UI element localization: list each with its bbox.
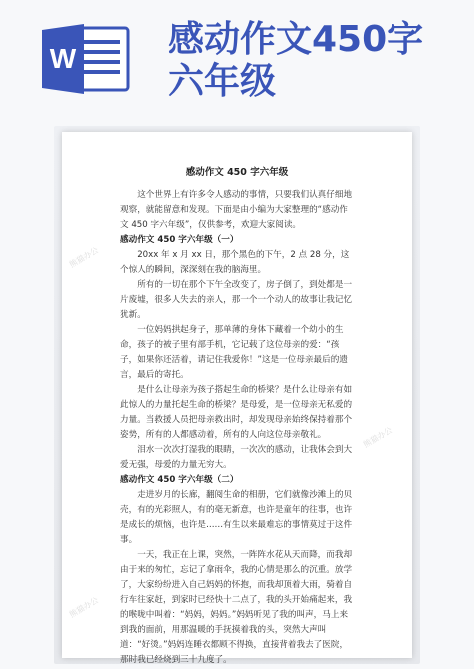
watermark: 熊猫办公 [67,245,101,270]
section1-paragraph: 20xx 年 x 月 xx 日，那个黑色的下午，2 点 28 分，这个惊人的瞬间，深深刻在我的脑海里。 [120,250,350,275]
section2-heading: 感动作文 450 字六年级（二） [120,475,239,485]
document-title: 感动作文 450 字六年级 [185,167,289,178]
document-body [120,188,356,668]
section1-paragraph: 泪水一次次打湿我的眼睛，一次次的感动，让我体会到大爱无强，母爱的力量无穷大。 [120,445,353,470]
document-page [62,132,412,665]
intro-paragraph: 这个世界上有许多令人感动的事情，只要我们认真仔细地观察，就能留意和发现。下面是由小编为大家整理的“感动作文 450 字六年级”，仅供参考，欢迎大家阅读。 [120,190,353,230]
section1-paragraph: 是什么让母亲为孩子搭起生命的桥梁？是什么让母亲有如此惊人的力量托起生命的桥梁？是母爱，是一位母亲无私爱的力量。当救援人员把母亲救出时，却发现母亲始终保持着那个姿势，所有的人都感动着，所有的人向这位母亲敬礼。 [120,385,353,440]
page-title-line1: 感动作文450字 [168,19,424,60]
svg-text:W: W [49,43,77,74]
watermark: 熊猫办公 [361,425,395,450]
section2-paragraph: 走进岁月的长廊，翻阅生命的相册，它们就像沙滩上的贝壳，有的光彩照人，有的毫无新意，也许是童年的往事，也许是成长的烦恼，也许是……有生以来最难忘的事情莫过于这件事。 [120,490,353,545]
watermark: 熊猫办公 [67,595,101,620]
header-banner [0,0,474,115]
section1-heading: 感动作文 450 字六年级（一） [120,235,239,245]
section1-paragraph: 一位妈妈拱起身子，那单薄的身体下藏着一个幼小的生命，孩子的被子里有部手机，它记载了这位母亲的爱：“孩子，如果你还活着，请记住我爱你！”这是一位母亲最后的遗言，最后的寄托。 [120,325,348,380]
page-title-line2: 六年级 [168,61,277,102]
section1-paragraph: 所有的一切在那个下午全改变了，房子倒了，到处都是一片废墟，很多人失去的亲人，那一个一个动人的故事让我记忆犹新。 [120,280,353,320]
word-icon [40,22,132,96]
section2-paragraph: 一天，我正在上课，突然，一阵阵水花从天而降，而我却由于来的匆忙，忘记了拿雨伞，我的心情是那么的沉重。放学了，大家纷纷进入自己妈妈的怀抱，而我却顶着大雨，骑着自行车往家赶，到家时已经快十二点了，我的头开始痛起来，我的喉咙中叫着：“妈妈，妈妈。”妈妈听见了我的叫声，马上来到我的面前，用那温暖的手抚摸着我的头，突然大声叫道：“好烫。”妈妈连睡衣都顾不得换，直接背着我去了医院，那时我已经烧到三十九度了。 [120,550,353,665]
